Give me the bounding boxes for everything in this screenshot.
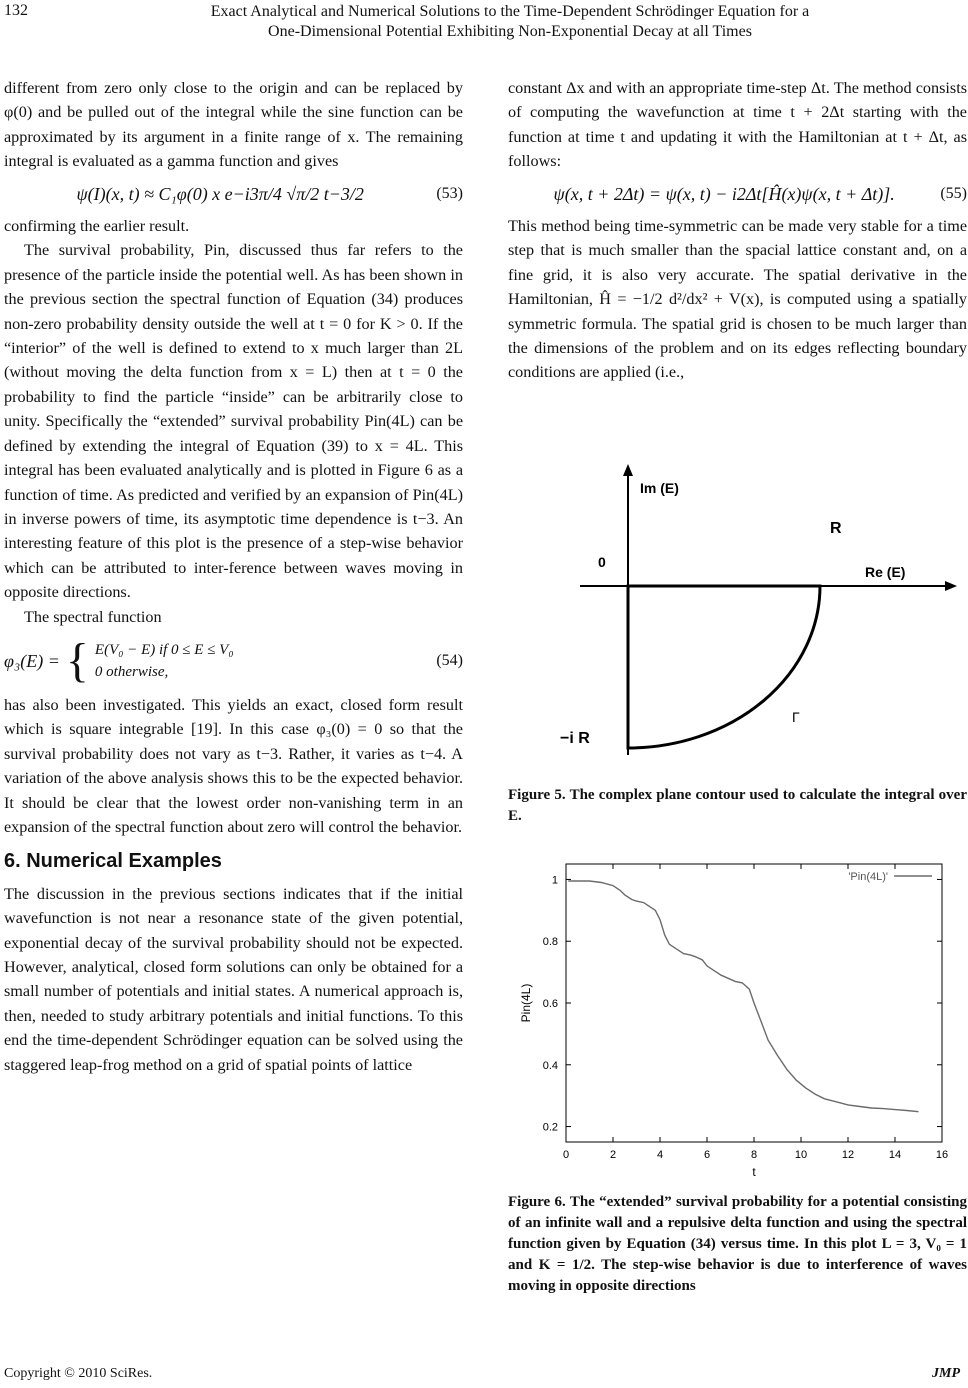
- neg-ir-label: −i R: [560, 730, 590, 747]
- y-tick-label: 0.8: [542, 936, 558, 949]
- gamma-label: Γ: [792, 709, 800, 725]
- header-line-1: Exact Analytical and Numerical Solutions to the Time-Dependent Schrödinger Equation for a: [210, 3, 810, 20]
- x-tick-label: 8: [750, 1149, 758, 1161]
- paragraph: confirming the earlier result.: [4, 217, 190, 236]
- equation-number: (53): [436, 184, 463, 202]
- im-label: Im (E): [640, 480, 679, 496]
- paragraph: The survival probability, Pin, discussed thus far refers to the presence of the particle inside the potential well. As has been shown in the previous section the spectral function of Equation (34) produces non-zero probability density outside the well at t = 0 for K > 0. If the “interior” of the well is defined to extend to x much larger than 2L (without moving the delta function from x = L) then at t = 0 the probability to find the particle “inside” can be arbitrarily close to unity. Specifically the “extended” survival probability Pin(4L) can be defined by extending the integral of Equation (39) to x = 4L. This integral has been evaluated analytically and is plotted in Figure 6 as a function of time. As predicted and verified by an expansion of Pin(4L) in inverse powers of time, its asymptotic time dependence is t−3. An interesting feature of this plot is the presence of a step-wise behavior which can be attributed to inter-ference between waves moving in opposite directions.: [4, 241, 463, 602]
- right-column: [508, 76, 967, 385]
- x-tick-label: 10: [794, 1149, 808, 1161]
- header-line-2: One-Dimensional Potential Exhibiting Non-Exponential Decay at all Times: [268, 23, 752, 40]
- equation-54: [4, 633, 463, 687]
- survival-probability-chart: [500, 850, 968, 1180]
- case-1: E(V₀ − E) if 0 ≤ E ≤ V₀: [94, 641, 234, 658]
- paragraph: The discussion in the previous sections indicates that if the initial wavefunction is not near a resonance state of the given potential, exponential decay of the survival probability should not be expected. However, analytical, closed form solutions can only be obtained for a small number of potentials and initial states. A numerical approach is, then, needed to study arbitrary potentials and initial functions. To this end the time-dependent Schrödinger equation can be solved using the staggered leap-frog method on a grid of spatial points of lattice: [4, 884, 463, 1074]
- x-tick-label: 14: [888, 1149, 902, 1161]
- arrow-up-icon: [623, 464, 633, 476]
- copyright: Copyright © 2010 SciRes.: [4, 1366, 153, 1381]
- x-tick-label: 0: [562, 1149, 570, 1161]
- paragraph: has also been investigated. This yields an exact, closed form result which is square integrable [19]. In this case φ₃(0) = 0 so that the survival probability does not vary as t−3. Rather, it varies as t−4. A variation of the above analysis shows this to be the expected behavior. It should be clear that the lowest order non-vanishing term in an expansion of the spectral function about zero will control the behavior.: [4, 695, 463, 836]
- paragraph: This method being time-symmetric can be made very stable for a time step that is much smaller than the spacial lattice constant and, on a fine grid, it is also very accurate. The spatial derivative in the Hamiltonian, Ĥ = −1/2 d²/dx² + V(x), is computed using a spatially symmetric formula. The spatial grid is chosen to be much larger than the dimensions of the problem and on its edges reflecting boundary conditions are applied (i.e.,: [508, 217, 967, 382]
- running-header: [60, 2, 960, 42]
- paragraph: The spectral function: [24, 607, 162, 626]
- y-axis-label: Pin(4L): [519, 983, 533, 1023]
- page-number: 132: [4, 2, 28, 19]
- series-line: [568, 881, 918, 1112]
- equation-number: (54): [436, 651, 463, 669]
- paragraph: constant Δx and with an appropriate time-step Δt. The method consists of computing the wavefunction at time t + 2Δt starting with the function at time t and updating it with the Hamiltonian at t + Δt, as follows:: [508, 79, 967, 171]
- equation-53: [4, 182, 463, 206]
- paragraph: different from zero only close to the origin and can be replaced by φ(0) and be pulled out of the integral while the sine function can be approximated by its argument in a finite range of x. The remaining integral is evaluated as a gamma function and gives: [4, 79, 463, 171]
- legend-label: 'Pin(4L)': [848, 871, 888, 883]
- x-tick-label: 12: [841, 1149, 855, 1161]
- case-2: 0 otherwise,: [94, 663, 169, 680]
- contour-figure: [540, 460, 960, 760]
- equation-body: [4, 633, 234, 687]
- equation-body: ψ(x, t + 2Δt) = ψ(x, t) − i2Δt[Ĥ(x)ψ(x, t + Δt)].: [553, 183, 895, 204]
- equation-cases: [95, 639, 234, 683]
- brace-icon: {: [65, 633, 89, 687]
- x-tick-label: 2: [609, 1149, 617, 1161]
- y-tick-label: 0.6: [542, 998, 558, 1010]
- zero-label: 0: [598, 554, 606, 570]
- x-tick-label: 4: [656, 1149, 664, 1161]
- figure-6-caption: Figure 6. The “extended” survival probability for a potential consisting of an infinite wall and a repulsive delta function and using the spectral function given by Equation (34) versus time. In this plot L = 3, V₀ = 1 and K = 1/2. The step-wise behavior is due to interference of waves moving in opposite directions: [508, 1194, 967, 1294]
- equation-lhs: φ₃(E) =: [4, 650, 60, 671]
- figure-5-caption: Figure 5. The complex plane contour used to calculate the integral over E.: [508, 787, 967, 824]
- y-tick-label: 0.4: [542, 1059, 558, 1072]
- equation-body: ψ(I)(x, t) ≈ C₁φ(0) x e−i3π/4 √π/2 t−3/2: [76, 183, 364, 204]
- r-label: R: [830, 520, 842, 537]
- arrow-right-icon: [945, 581, 957, 591]
- x-tick-label: 16: [935, 1149, 949, 1161]
- y-tick-label: 1: [551, 874, 558, 887]
- x-axis-label: t: [752, 1165, 756, 1179]
- x-tick-label: 6: [703, 1149, 711, 1161]
- section-heading: 6. Numerical Examples: [4, 850, 222, 873]
- journal-name: JMP: [932, 1366, 960, 1381]
- left-column: [4, 76, 463, 1077]
- re-label: Re (E): [865, 564, 906, 580]
- y-tick-label: 0.2: [542, 1121, 558, 1134]
- equation-number: (55): [940, 184, 967, 202]
- equation-55: [508, 182, 967, 206]
